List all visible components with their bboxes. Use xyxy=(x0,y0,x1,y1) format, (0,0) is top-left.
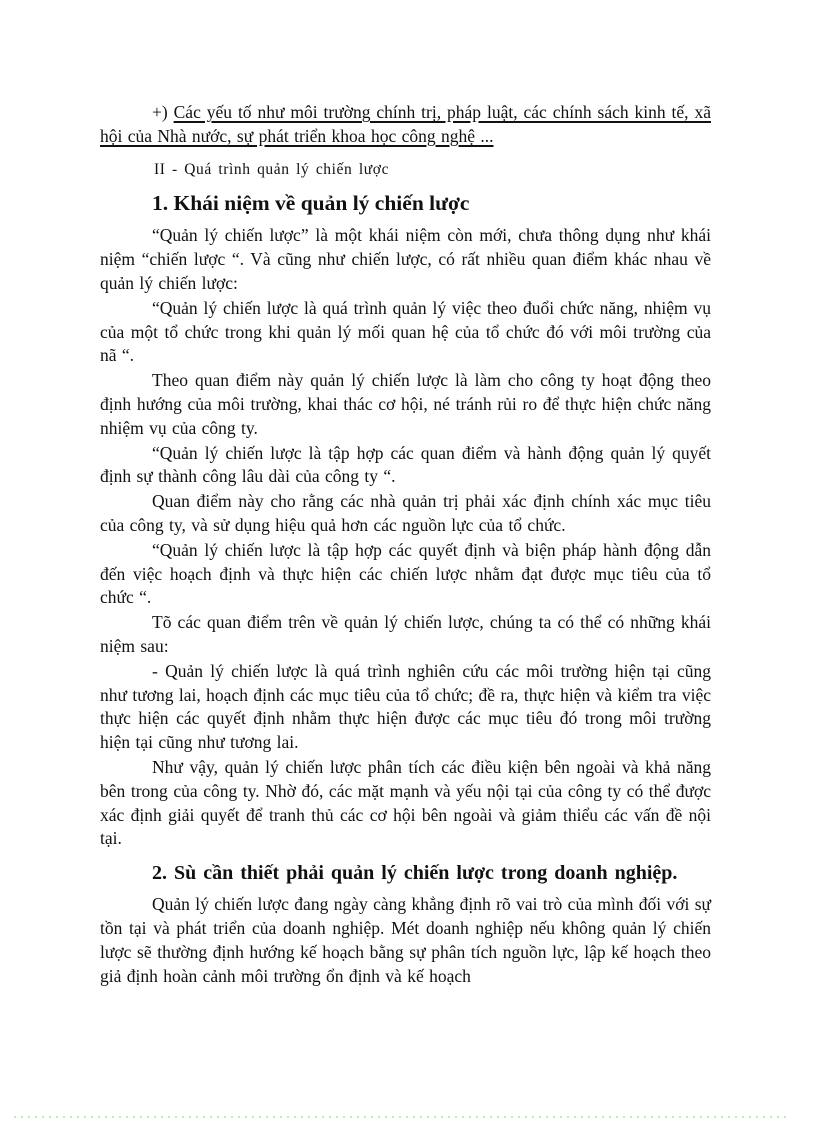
paragraph-definition-3: “Quản lý chiến lược là tập hợp các quyết định và biện pháp hành động dẫn đến việc hoạch định và thực hiện các chiến lược nhằm đạt được mục tiêu của tổ chức “. xyxy=(100,539,711,608)
section-label: II - Quá trình quản lý chiến lược xyxy=(154,160,390,178)
paragraph-concept-bullet: - Quản lý chiến lược là quá trình nghiên cứu các môi trường hiện tại cũng như tương lai, hoạch định các mục tiêu của tổ chức; đề ra, thực hiện và kiểm tra việc thực hiện các quyết định nhằm thực hiện được các mục tiêu đó trong môi trường hiện tại cũng như tương lai. xyxy=(100,660,711,753)
intro-note-paragraph xyxy=(100,101,711,149)
heading-khai-niem: 1. Khái niệm về quản lý chiến lược xyxy=(152,191,470,216)
paragraph-viewpoint-1: Theo quan điểm này quản lý chiến lược là làm cho công ty hoạt động theo định hướng của môi trường, khai thác cơ hội, né tránh rủi ro để thực hiện chức năng nhiệm vụ của công ty. xyxy=(100,370,711,438)
page-bottom-dotted-line xyxy=(14,1116,788,1118)
heading-su-can-thiet: 2. Sù cần thiết phải quản lý chiến lược trong doanh nghiệp. xyxy=(152,862,678,885)
document-content xyxy=(100,0,711,989)
paragraph-definition-intro: “Quản lý chiến lược” là một khái niệm còn mới, chưa thông dụng như khái niệm “chiến lược “. Và cũng như chiến lược, có rất nhiều quan điểm khác nhau về quản lý chiến lược: xyxy=(100,225,711,293)
paragraph-summary-intro: Tõ các quan điểm trên về quản lý chiến lược, chúng ta có thể có những khái niệm sau: xyxy=(100,612,711,656)
underlined-note-text: Các yếu tố như môi trường chính trị, pháp luật, các chính sách kinh tế, xã hội của Nhà nước, sự phát triển khoa học công nghệ ... xyxy=(100,102,711,146)
paragraph-viewpoint-2: Quan điểm này cho rằng các nhà quản trị phải xác định chính xác mục tiêu của công ty, và sử dụng hiệu quả hơn các nguồn lực của tổ chức. xyxy=(100,491,711,535)
paragraph-conclusion: Như vậy, quản lý chiến lược phân tích các điều kiện bên ngoài và khả năng bên trong của công ty. Nhờ đó, các mặt mạnh và yếu nội tại của công ty có thể được xác định giải quyết để tranh thủ các cơ hội bên ngoài và giảm thiểu các vấn đề nội tại. xyxy=(100,756,711,849)
paragraph-definition-1: “Quản lý chiến lược là quá trình quản lý việc theo đuổi chức năng, nhiệm vụ của một tổ chức trong khi quản lý mối quan hệ của tổ chức đó với môi trường của nã “. xyxy=(100,297,711,366)
paragraph-definition-2: “Quản lý chiến lược là tập hợp các quan điểm và hành động quản lý quyết định sự thành công lâu dài của công ty “. xyxy=(100,442,711,487)
paragraph-role-of-strategy: Quản lý chiến lược đang ngày càng khẳng định rõ vai trò của mình đối với sự tồn tại và phát triển của doanh nghiệp. Mét doanh nghiệp nếu không quản lý chiến lược sẽ thường định hướng kế hoạch bằng sự phân tích nguồn lực, lập kế hoạch theo giả định hoàn cảnh môi trường ổn định và kế hoạch xyxy=(100,894,711,986)
note-bullet: +) xyxy=(152,102,174,122)
